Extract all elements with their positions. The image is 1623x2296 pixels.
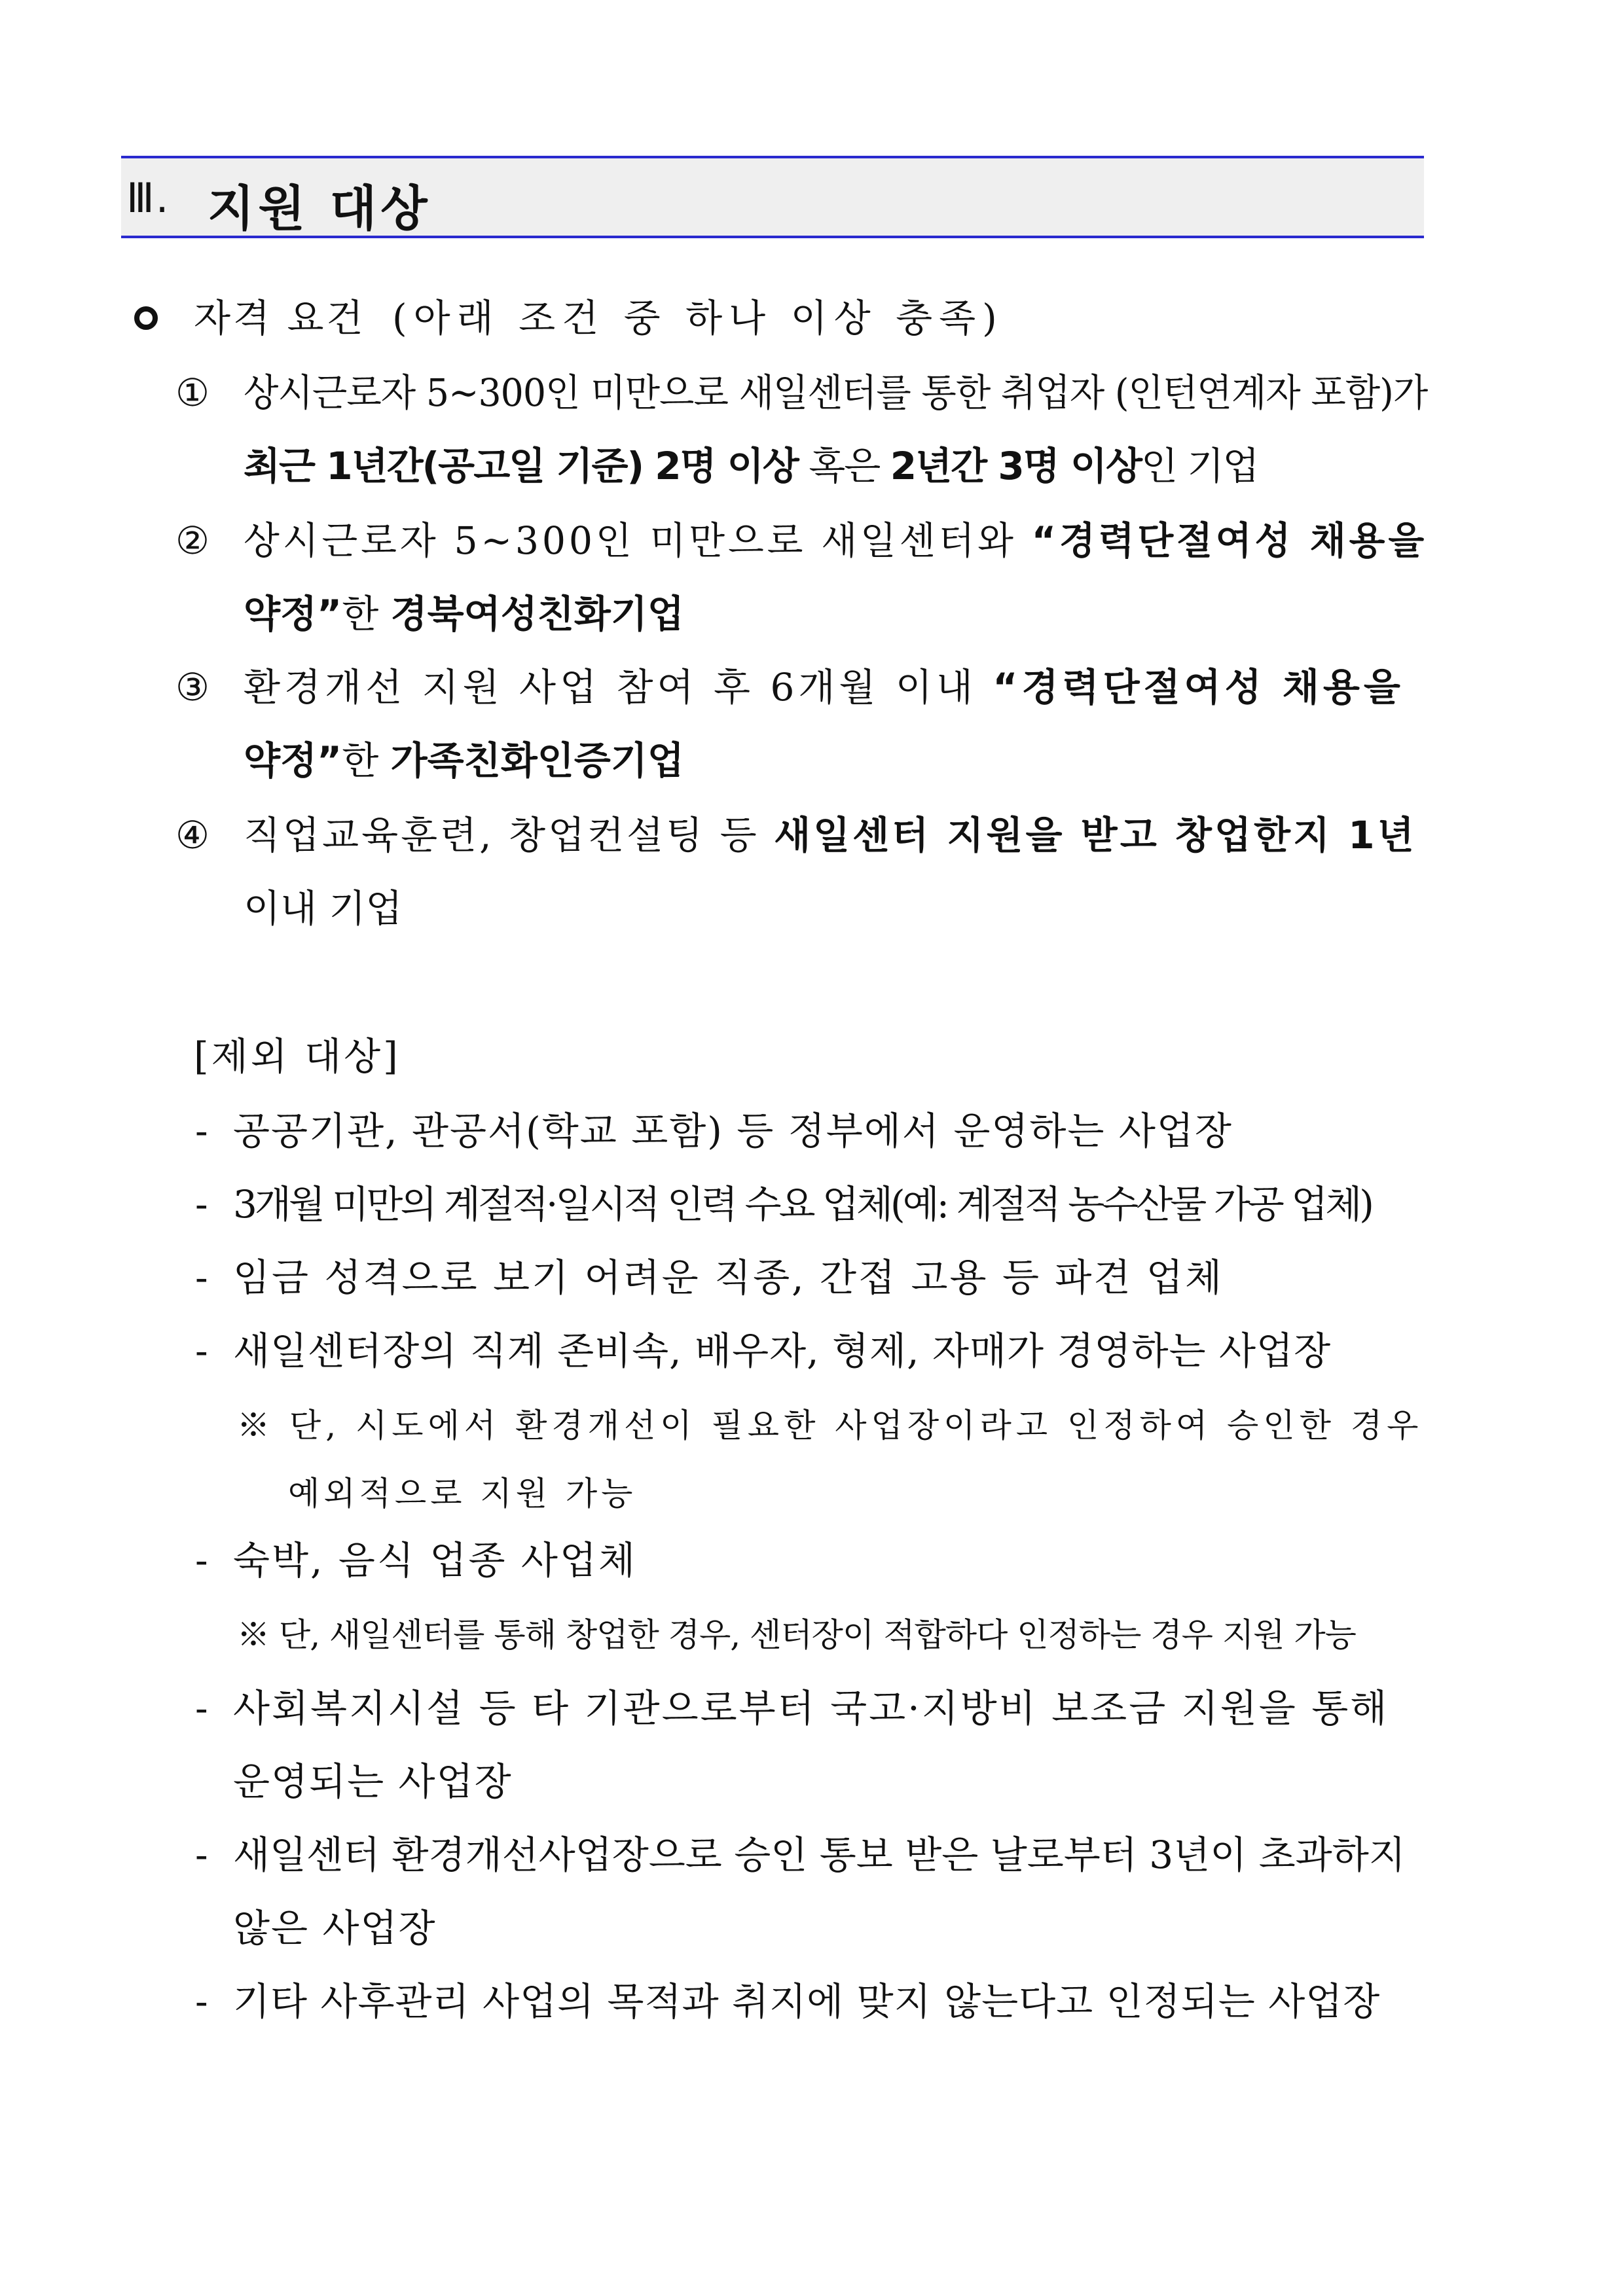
exclusion-item-8: 기타 사후관리 사업의 목적과 취지에 맞지 않는다고 인정되는 사업장: [233, 1979, 1381, 2024]
item-1-line-1: 상시근로자 5~300인 미만으로 새일센터를 통한 취업자 (인턴연계자 포함)가: [244, 370, 1428, 415]
section-number: Ⅲ.: [126, 174, 170, 222]
item-mark-3: ③: [175, 665, 210, 709]
section-header: [121, 156, 1424, 238]
item-3-line-2: [244, 734, 684, 787]
item-4-bold: 새일센터 지원을 받고 창업한지 1년: [774, 813, 1417, 857]
item-2-bold-a: 약정”: [244, 592, 342, 636]
item-1-mid: 혹은: [797, 444, 890, 488]
item-mark-4: ④: [175, 813, 210, 857]
qualification-heading-note: (아래 조건 중 하나 이상 충족): [392, 296, 1004, 340]
dash-5: -: [195, 1538, 208, 1583]
dash-6: -: [195, 1686, 208, 1731]
section-title: 지원 대상: [208, 181, 431, 237]
item-1-bold-b: 2년간 3명 이상: [890, 444, 1142, 488]
item-4-line-1: [244, 809, 1417, 861]
item-1-bold-a: 최근 1년간(공고일 기준) 2명 이상: [244, 444, 798, 488]
exclusion-note-1-line-1: ※ 단, 시도에서 환경개선이 필요한 사업장이라고 인정하여 승인한 경우: [237, 1407, 1423, 1444]
item-3-mid: 한: [342, 738, 391, 783]
qualification-heading: 자격 요건: [194, 296, 366, 340]
dash-4: -: [195, 1329, 208, 1373]
dash-3: -: [195, 1255, 208, 1300]
item-2-plain: 상시근로자 5~300인 미만으로 새일센터와: [244, 518, 1032, 563]
dash-1: -: [195, 1109, 208, 1153]
item-3-line-1: [244, 661, 1404, 713]
item-2-line-1: [244, 514, 1427, 567]
qualification-heading-line: [194, 292, 1004, 344]
item-3-plain: 환경개선 지원 사업 참여 후 6개월 이내: [244, 665, 993, 709]
item-1-line-2: [244, 440, 1258, 492]
item-4-line-2: 이내 기업: [244, 886, 403, 931]
item-1-end: 인 기업: [1141, 444, 1258, 488]
exclusions-heading: [제외 대상]: [194, 1034, 401, 1079]
exclusion-item-6-line-1: 사회복지시설 등 타 기관으로부터 국고·지방비 보조금 지원을 통해: [233, 1686, 1389, 1731]
exclusion-item-7-line-2: 않은 사업장: [233, 1906, 437, 1950]
exclusion-item-1: 공공기관, 관공서(학교 포함) 등 정부에서 운영하는 사업장: [233, 1109, 1233, 1153]
item-2-line-2: [244, 588, 684, 640]
exclusion-item-5: 숙박, 음식 업종 사업체: [233, 1538, 637, 1583]
exclusion-item-4: 새일센터장의 직계 존비속, 배우자, 형제, 자매가 경영하는 사업장: [233, 1329, 1332, 1373]
dash-8: -: [195, 1979, 208, 2024]
item-2-bold-b: 경북여성친화기업: [390, 592, 684, 636]
exclusion-item-6-line-2: 운영되는 사업장: [233, 1759, 513, 1804]
item-3-bold-a: 약정”: [244, 738, 342, 783]
item-mark-2: ②: [175, 518, 210, 563]
item-2-mid: 한: [342, 592, 391, 636]
item-3-bold: “경력단절여성 채용을: [993, 665, 1404, 709]
exclusion-note-2: ※ 단, 새일센터를 통해 창업한 경우, 센터장이 적합하다 인정하는 경우 지원 가능: [237, 1616, 1356, 1654]
exclusion-note-1-line-2: 예외적으로 지원 가능: [288, 1475, 637, 1513]
exclusion-item-7-line-1: 새일센터 환경개선사업장으로 승인 통보 받은 날로부터 3년이 초과하지: [233, 1833, 1406, 1877]
dash-2: -: [195, 1182, 208, 1227]
item-2-bold: “경력단절여성 채용을: [1031, 518, 1428, 563]
circle-bullet-icon: [134, 306, 158, 330]
dash-7: -: [195, 1833, 208, 1877]
item-mark-1: ①: [175, 370, 210, 415]
item-3-bold-b: 가족친화인증기업: [390, 738, 684, 783]
exclusion-item-2: 3개월 미만의 계절적·일시적 인력 수요 업체(예: 계절적 농수산물 가공 업체): [233, 1182, 1372, 1227]
exclusion-item-3: 임금 성격으로 보기 어려운 직종, 간접 고용 등 파견 업체: [233, 1255, 1224, 1300]
item-4-plain: 직업교육훈련, 창업컨설팅 등: [244, 813, 775, 857]
